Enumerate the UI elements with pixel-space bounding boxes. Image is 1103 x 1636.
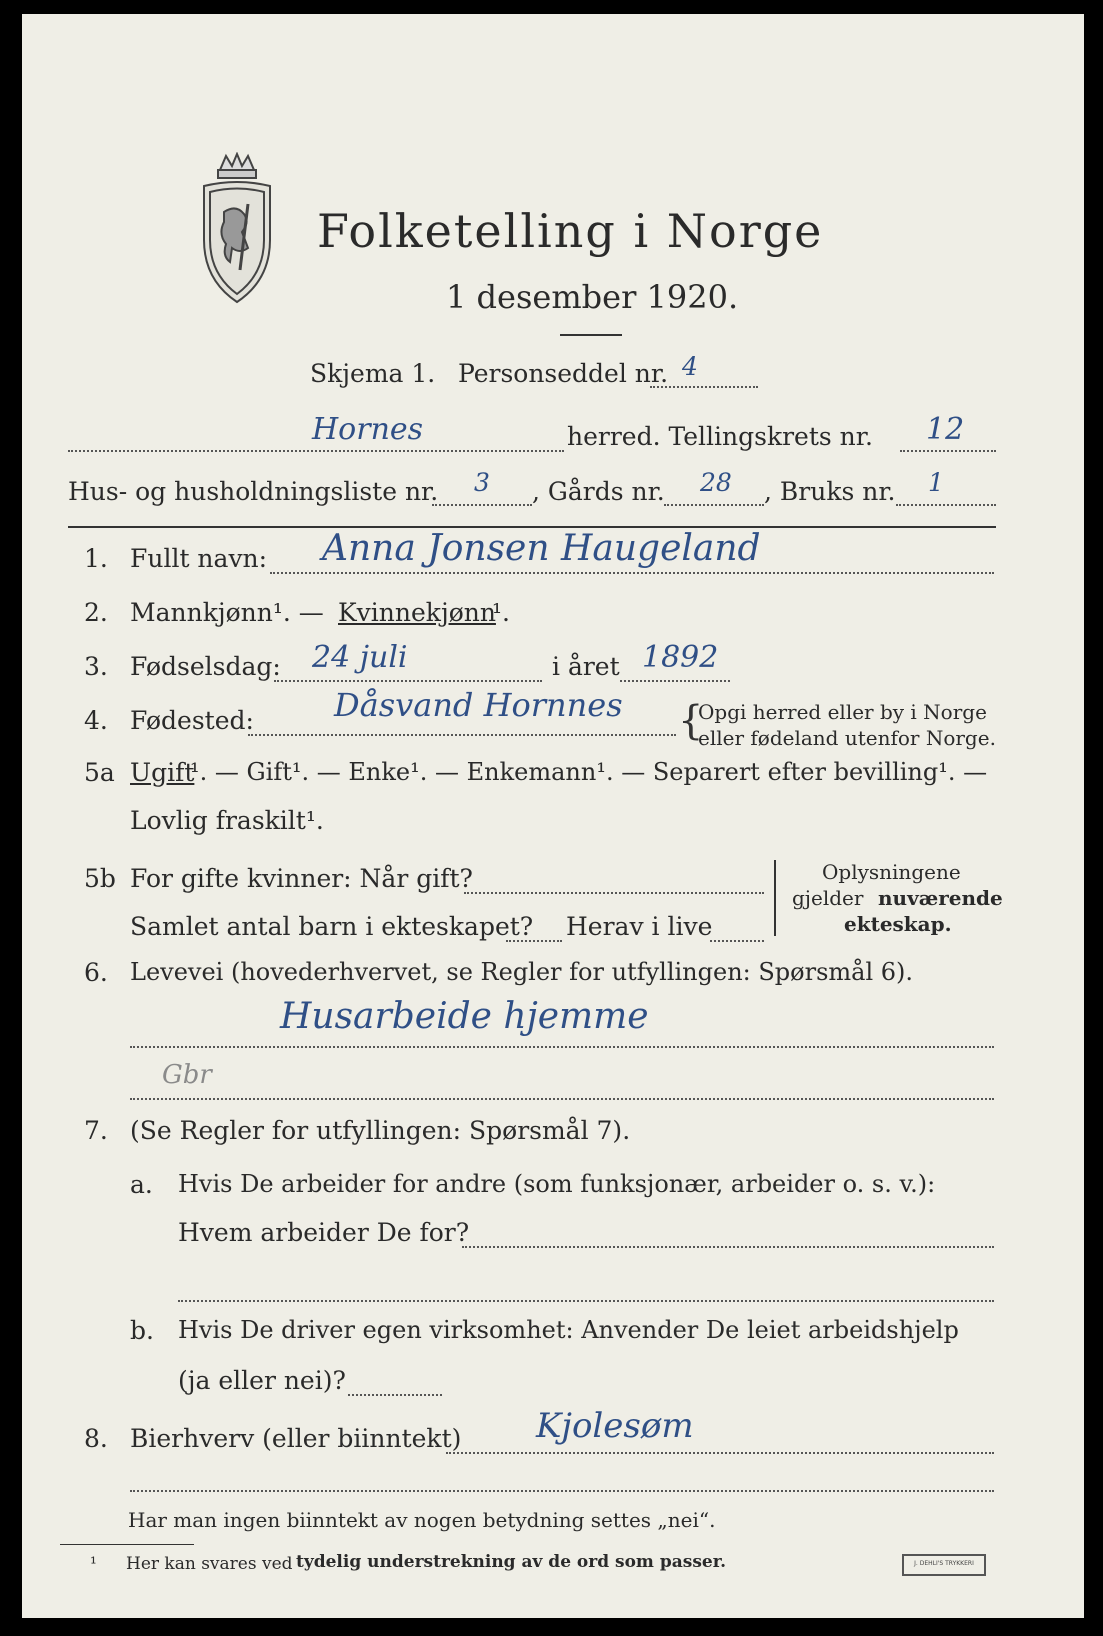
- q3-year-value: 1892: [642, 640, 719, 675]
- q7b-line2-dots: [348, 1394, 442, 1396]
- herred-line: [68, 450, 564, 452]
- q6-code: Gbr: [162, 1060, 212, 1090]
- q7a-line1: Hvis De arbeider for andre (som funksjonær, arbeider o. s. v.):: [178, 1170, 936, 1198]
- q1-label: Fullt navn:: [130, 544, 268, 573]
- q5b-note-line3: ekteskap.: [844, 912, 952, 936]
- census-form: [22, 14, 1084, 1618]
- q3-value: 24 juli: [312, 640, 408, 675]
- footnote-marker: ¹: [90, 1554, 97, 1574]
- q8-line: [446, 1452, 994, 1454]
- q7-number: 7.: [84, 1116, 108, 1145]
- q3-line: [274, 680, 542, 682]
- personseddel-value: 4: [682, 352, 698, 381]
- q6-line2: [130, 1098, 994, 1100]
- q6-value: Husarbeide hjemme: [280, 996, 649, 1037]
- q8-number: 8.: [84, 1424, 108, 1453]
- footnote-text-a: Her kan svares ved: [126, 1554, 293, 1574]
- q4-note-line1: Opgi herred eller by i Norge: [698, 700, 987, 724]
- bruks-label: , Bruks nr.: [764, 477, 896, 506]
- q2-kvinne-sup: ¹.: [492, 598, 510, 627]
- q5a-line2: Lovlig fraskilt¹.: [130, 806, 324, 835]
- footnote-text-b: tydelig understrekning av de ord som passer.: [296, 1552, 727, 1572]
- q5b-note-line2b: nuværende: [878, 886, 1003, 910]
- q5b-line1: For gifte kvinner: Når gift?: [130, 864, 473, 893]
- bruks-value: 1: [928, 468, 944, 497]
- footer-note: Har man ingen biinntekt av nogen betydning settes „nei“.: [128, 1508, 716, 1532]
- q5a-number: 5a: [84, 758, 115, 787]
- q7-label: (Se Regler for utfyllingen: Spørsmål 7).: [130, 1116, 631, 1145]
- q4-line: [248, 734, 676, 736]
- q4-value: Dåsvand Hornnes: [334, 686, 623, 724]
- q8-line2: [130, 1490, 994, 1492]
- q7a-number: a.: [130, 1170, 153, 1199]
- printer-stamp: [902, 1554, 986, 1576]
- q6-number: 6.: [84, 958, 108, 987]
- q5b-line2-dots: [506, 940, 562, 942]
- q7a-line2: Hvem arbeider De for?: [178, 1218, 470, 1247]
- q5b-note-line1: Oplysningene: [822, 860, 961, 884]
- q4-note-brace: {: [678, 698, 704, 744]
- q7a-line2-dots: [462, 1246, 994, 1248]
- q3-year-label: i året: [552, 652, 620, 681]
- q5b-line2: Samlet antal barn i ekteskapet?: [130, 912, 534, 941]
- gards-line: [664, 504, 764, 506]
- personseddel-label: Personseddel nr.: [458, 359, 669, 388]
- printer-stamp-text: J. DEHLI'S TRYKKERI: [914, 1560, 974, 1567]
- q2-number: 2.: [84, 598, 108, 627]
- q1-value: Anna Jonsen Haugeland: [322, 528, 761, 569]
- gards-value: 28: [700, 468, 732, 497]
- title-divider: [560, 334, 622, 336]
- personseddel-line: [650, 386, 758, 388]
- q5b-note-brace: [774, 860, 782, 936]
- q6-line1: [130, 1046, 994, 1048]
- q5b-number: 5b: [84, 864, 116, 893]
- hus-label: Hus- og husholdningsliste nr.: [68, 477, 439, 506]
- q2-mann: Mannkjønn¹. —: [130, 598, 324, 627]
- q8-label: Bierhverv (eller biinntekt): [130, 1424, 462, 1453]
- census-date: 1 desember 1920.: [446, 278, 739, 316]
- q3-label: Fødselsdag:: [130, 652, 281, 681]
- q2-kvinne: Kvinnekjønn: [338, 598, 496, 627]
- q6-label: Levevei (hovederhvervet, se Regler for utfyllingen: Spørsmål 6).: [130, 958, 914, 986]
- q7a-line3-dots: [178, 1300, 994, 1302]
- q5a-options: ¹. — Gift¹. — Enke¹. — Enkemann¹. — Separert efter bevilling¹. —: [190, 758, 988, 786]
- coat-of-arms-icon: [192, 152, 282, 312]
- footnote-divider: [60, 1544, 194, 1545]
- herred-value: Hornes: [312, 412, 424, 447]
- q5b-note-line2a: gjelder: [792, 886, 864, 910]
- hus-value: 3: [474, 468, 490, 497]
- hus-line: [432, 504, 532, 506]
- q5b-herav: Herav i live: [566, 912, 713, 941]
- q4-number: 4.: [84, 706, 108, 735]
- q3-number: 3.: [84, 652, 108, 681]
- q1-number: 1.: [84, 544, 108, 573]
- q8-value: Kjolesøm: [536, 1406, 694, 1446]
- tellingskrets-value: 12: [926, 412, 965, 447]
- q4-note-line2: eller fødeland utenfor Norge.: [698, 726, 996, 750]
- q5a-ugift: Ugift: [130, 758, 195, 787]
- q7b-line2: (ja eller nei)?: [178, 1366, 346, 1395]
- q7b-number: b.: [130, 1316, 154, 1345]
- tellingskrets-line: [900, 450, 996, 452]
- q3-year-line: [620, 680, 730, 682]
- herred-label: herred. Tellingskrets nr.: [567, 422, 873, 451]
- form-title: Folketelling i Norge: [317, 204, 824, 258]
- q7b-line1: Hvis De driver egen virksomhet: Anvender De leiet arbeidshjelp: [178, 1316, 959, 1344]
- gards-label: , Gårds nr.: [532, 477, 665, 506]
- q4-label: Fødested:: [130, 706, 254, 735]
- q5b-herav-dots: [710, 940, 764, 942]
- skjema-label: Skjema 1.: [310, 359, 436, 388]
- q1-line: [270, 572, 994, 574]
- bruks-line: [896, 504, 996, 506]
- q5b-line1-dots: [464, 892, 764, 894]
